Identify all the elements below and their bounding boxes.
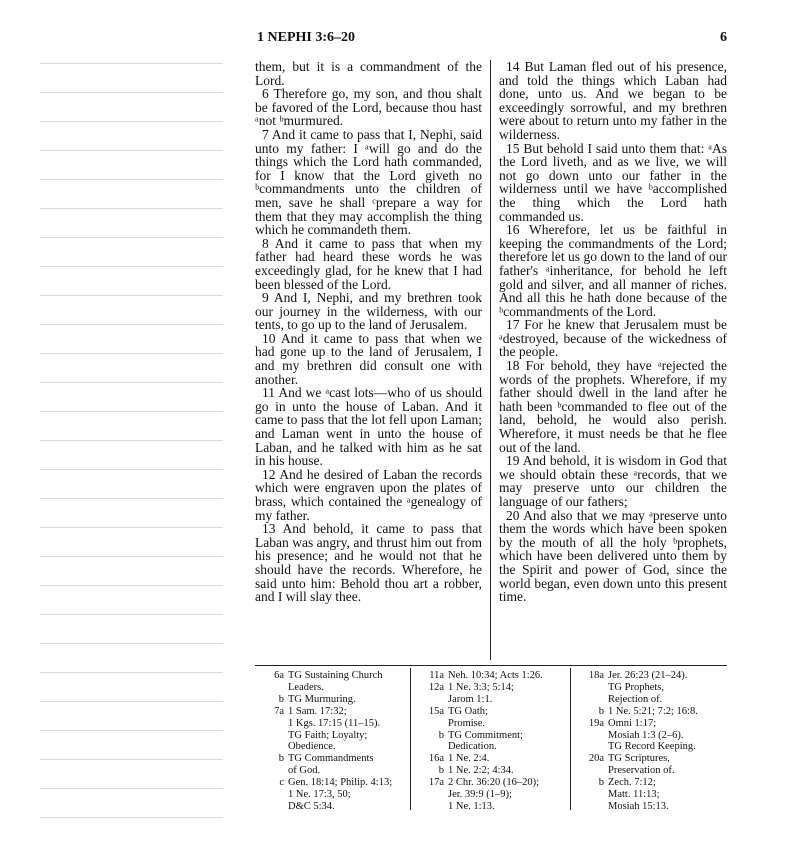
note-line: [40, 440, 223, 441]
footnote-entry: [578, 670, 728, 682]
footnote-entry: [578, 718, 728, 730]
note-line: [40, 788, 223, 789]
footnote-reference: Preservation of.: [608, 765, 675, 777]
footnote-key: c: [279, 777, 284, 789]
footnote-reference: Dedication.: [448, 741, 497, 753]
footnote-reference: of God.: [288, 765, 321, 777]
verse-paragraph: 11 And we ᵃcast lots—who of us should go in unto the house of Laban. And it came to pass that the lot fell upon Laman; and Laman went in unto the house of Laban, and he talked with him as he sat in his house.: [255, 385, 482, 469]
footnote-reference: Rejection of.: [608, 693, 663, 705]
footnote-reference: TG Record Keeping.: [608, 741, 696, 753]
footnote-entry: [258, 753, 408, 765]
note-line: [40, 411, 223, 412]
footnote-reference: 1 Sam. 17:32;: [288, 705, 347, 717]
footnote-reference: TG Scriptures,: [608, 753, 670, 765]
footnote-column-divider: [570, 668, 571, 810]
footnote-reference: TG Prophets,: [608, 681, 664, 693]
footnote-reference: Obedience.: [288, 741, 336, 753]
footnote-reference: TG Murmuring.: [288, 693, 356, 705]
note-line: [40, 672, 223, 673]
verse-paragraph: 12 And he desired of Laban the records which were engraven upon the plates of brass, which contained the ᵃgenealogy of my father.: [255, 466, 482, 523]
note-line: [40, 614, 223, 615]
footnote-key: b: [598, 777, 604, 789]
footnote-entry: [258, 777, 408, 789]
footnote-reference: 1 Ne. 2:2; 4:34.: [448, 765, 514, 777]
verse-paragraph: 9 And I, Nephi, and my brethren took our journey in the wilderness, with our tents, to go up to the land of Jerusalem.: [255, 290, 482, 333]
footnote-key: b: [438, 729, 444, 741]
footnote-entry: [418, 765, 568, 777]
note-line: [40, 701, 223, 702]
footnote-key: 17a: [428, 777, 444, 789]
verse-paragraph: 14 But Laman fled out of his presence, and told the things which Laban had done, unto us. And we began to be exceedingly sorrowful, and my brethren were about to return unto my father in the wilderness.: [499, 59, 727, 142]
note-line: [40, 295, 223, 296]
footnote-reference: TG Commandments: [288, 753, 374, 765]
footnote-divider: [255, 665, 727, 666]
page-number: 6: [720, 30, 727, 45]
footnote-entry: [418, 706, 568, 718]
footnote-reference: Promise.: [448, 717, 486, 729]
footnote-key: 18a: [588, 670, 604, 681]
footnote-key: 15a: [428, 705, 444, 717]
footnote-key: b: [598, 705, 604, 717]
note-line: [40, 730, 223, 731]
text-column-left: [255, 60, 482, 604]
footnote-entry: [418, 670, 568, 682]
note-line: [40, 556, 223, 557]
chapter-reference: 1 NEPHI 3:6–20: [257, 30, 355, 45]
verse-paragraph: 16 Wherefore, let us be faithful in keeping the commandments of the Lord; therefore let us go down to the land of our father's ᵃinheritance, for behold he left gold and silver, and all manner of riches. And all this he hath done because of the ᵇcommandments of the Lord.: [499, 222, 727, 319]
footnote-reference: Zech. 7:12;: [608, 777, 656, 789]
footnote-reference: Jer. 26:23 (21–24).: [608, 670, 688, 681]
footnote-reference: 1 Ne. 1:13.: [448, 800, 495, 812]
footnote-key: b: [278, 693, 284, 705]
note-line: [40, 179, 223, 180]
verse-paragraph: 18 For behold, they have ᵃrejected the words of the prophets. Wherefore, if my father should dwell in the land after he hath been ᵇcommanded to flee out of the land, behold, he would also perish. Wherefore, it must needs be that he flee out of the land.: [499, 358, 727, 455]
footnote-reference: Leaders.: [288, 681, 324, 693]
footnote-entry: [578, 777, 728, 789]
note-line: [40, 643, 223, 644]
footnotes-column-3: [578, 670, 728, 813]
footnote-entry: [258, 694, 408, 706]
verse-paragraph: 19 And behold, it is wisdom in God that we should obtain these ᵃrecords, that we may preserve unto our children the language of our fathers;: [499, 453, 727, 509]
footnote-entry: [418, 730, 568, 742]
note-line: [40, 585, 223, 586]
note-line: [40, 353, 223, 354]
footnote-reference: TG Faith; Loyalty;: [288, 729, 368, 741]
footnote-reference: Omni 1:17;: [608, 717, 657, 729]
note-line: [40, 382, 223, 383]
footnote-reference: TG Oath;: [448, 705, 488, 717]
footnote-key: 20a: [588, 753, 604, 765]
footnote-reference: 1 Kgs. 17:15 (11–15).: [288, 717, 381, 729]
note-line: [40, 817, 223, 818]
note-line: [40, 237, 223, 238]
verse-paragraph: 10 And it came to pass that when we had gone up to the land of Jerusalem, I and my brethren did consult one with another.: [255, 330, 482, 387]
footnote-key: b: [438, 765, 444, 777]
note-line: [40, 92, 223, 93]
note-line: [40, 121, 223, 122]
note-line: [40, 759, 223, 760]
footnote-reference: 1 Ne. 3:3; 5:14;: [448, 681, 514, 693]
footnotes-column-2: [418, 670, 568, 813]
footnote-key: 19a: [588, 717, 604, 729]
verse-paragraph: 6 Therefore go, my son, and thou shalt be favored of the Lord, because thou hast ᵃnot ᵇmurmured.: [255, 86, 482, 129]
footnote-entry: [258, 706, 408, 718]
page-header: [257, 30, 727, 48]
footnote-reference: Mosiah 1:3 (2–6).: [608, 729, 684, 741]
footnote-reference: 1 Ne. 17:3, 50;: [288, 789, 351, 801]
note-line: [40, 527, 223, 528]
footnote-entry: [258, 670, 408, 682]
footnote-reference: TG Sustaining Church: [288, 670, 383, 681]
verse-paragraph: 13 And behold, it came to pass that Laban was angry, and thrust him out from his presence; and he would not that he should have the records. Wherefore, he said unto him: Behold thou art a robber, and I will slay thee.: [255, 521, 482, 605]
verse-paragraph: 20 And also that we may ᵃpreserve unto them the words which have been spoken by the mouth of all the holy ᵇprophets, which have been delivered unto them by the Spirit and power of God, since the world began, even down unto this present time.: [499, 507, 727, 605]
column-divider: [490, 60, 491, 660]
footnote-key: 11a: [429, 670, 444, 681]
footnote-entry: [418, 682, 568, 694]
verse-paragraph: them, but it is a commandment of the Lord.: [255, 59, 482, 88]
footnote-key: 16a: [428, 753, 444, 765]
footnote-reference: Neh. 10:34; Acts 1:26.: [448, 670, 543, 681]
footnote-reference: 1 Ne. 2:4.: [448, 753, 490, 765]
footnote-key: b: [278, 753, 284, 765]
note-line: [40, 469, 223, 470]
footnote-reference: Jarom 1:1.: [448, 693, 493, 705]
footnote-column-divider: [410, 668, 411, 810]
footnote-reference: Matt. 11:13;: [608, 789, 660, 801]
footnote-reference: D&C 5:34.: [288, 800, 335, 812]
footnote-entry: [418, 777, 568, 789]
footnote-reference: Mosiah 15:13.: [608, 800, 669, 812]
note-line: [40, 498, 223, 499]
footnote-reference: TG Commitment;: [448, 729, 523, 741]
footnote-key: 12a: [428, 681, 444, 693]
footnote-key: 7a: [274, 705, 284, 717]
note-line: [40, 150, 223, 151]
footnotes-column-1: [258, 670, 408, 813]
verse-paragraph: 15 But behold I said unto them that: ᵃAs the Lord liveth, and as we live, we will not go down unto our father in the wilderness until we have ᵇaccomplished the thing which the Lord hath commanded us.: [499, 140, 727, 224]
footnote-reference: 1 Ne. 5:21; 7:2; 16:8.: [608, 705, 698, 717]
verse-paragraph: 17 For he knew that Jerusalem must be ᵃdestroyed, because of the wickedness of the people.: [499, 317, 727, 360]
footnote-entry: [578, 753, 728, 765]
footnote-entry: [578, 706, 728, 718]
note-line: [40, 266, 223, 267]
footnote-key: 6a: [274, 670, 284, 681]
note-line: [40, 208, 223, 209]
verse-paragraph: 7 And it came to pass that I, Nephi, said unto my father: I ᵃwill go and do the things which the Lord hath commanded, for I know that the Lord giveth no ᵇcommandments unto the children of men, save he shall ᶜprepare a way for them that they may accomplish the thing which he commandeth them.: [255, 126, 482, 238]
note-line: [40, 63, 223, 64]
footnote-reference: Gen. 18:14; Philip. 4:13;: [288, 777, 393, 789]
footnote-entry: [418, 753, 568, 765]
text-column-right: [499, 60, 727, 604]
footnote-reference: Jer. 39:9 (1–9);: [448, 789, 512, 801]
footnote-reference: 2 Chr. 36:20 (16–20);: [448, 777, 539, 789]
verse-paragraph: 8 And it came to pass that when my father had heard these words he was exceedingly glad, for he knew that I had been blessed of the Lord.: [255, 235, 482, 292]
note-line: [40, 324, 223, 325]
